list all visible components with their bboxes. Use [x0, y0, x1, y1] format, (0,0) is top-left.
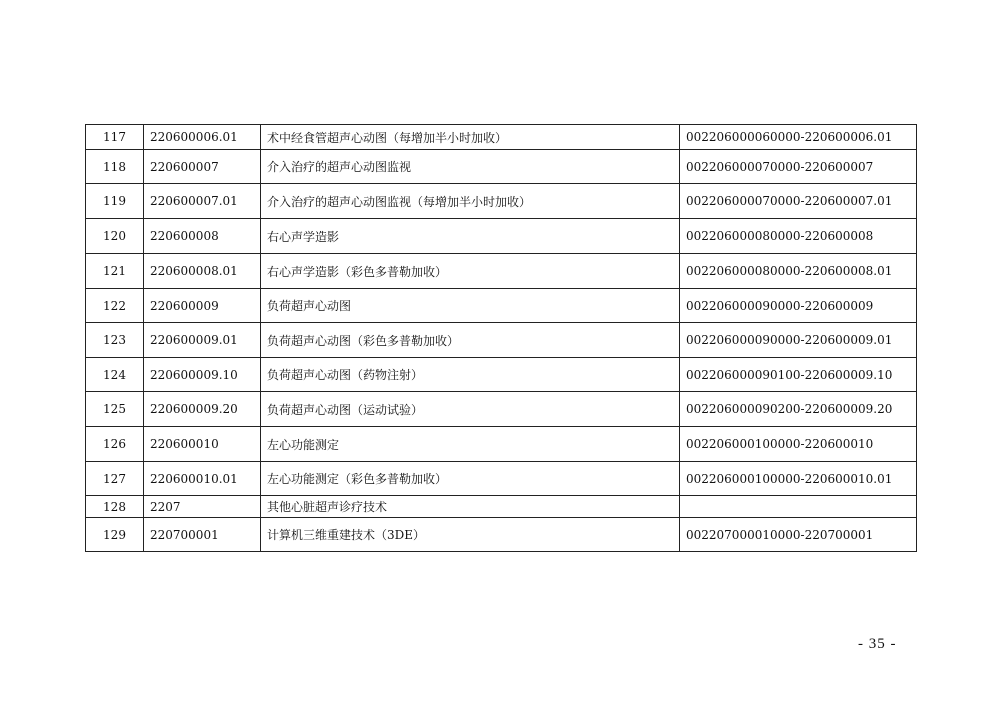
table-row: [86, 125, 917, 150]
row-number-cell: 127: [86, 462, 144, 496]
row-number-cell: 121: [86, 254, 144, 289]
item-code-cell: 220600008: [144, 219, 261, 254]
item-code-cell: 220600009.20: [144, 392, 261, 427]
table-row: [86, 184, 917, 219]
item-name-cell: 其他心脏超声诊疗技术: [261, 496, 680, 518]
item-code-cell: 220600010: [144, 427, 261, 462]
table-row: [86, 358, 917, 392]
row-number-cell: 123: [86, 323, 144, 358]
item-code-cell: 220600006.01: [144, 125, 261, 150]
mapping-code-cell: 002206000090100-220600009.10: [680, 358, 917, 392]
page-number: - 35 -: [858, 636, 897, 652]
item-name-cell: 左心功能测定（彩色多普勒加收）: [261, 462, 680, 496]
row-number-cell: 117: [86, 125, 144, 150]
table-row: [86, 518, 917, 552]
table-row: [86, 462, 917, 496]
item-code-cell: 220600009.01: [144, 323, 261, 358]
mapping-code-cell: 002206000090000-220600009: [680, 289, 917, 323]
procedure-code-table: [85, 124, 917, 552]
table-row: [86, 496, 917, 518]
row-number-cell: 120: [86, 219, 144, 254]
table-row: [86, 219, 917, 254]
mapping-code-cell: 002206000080000-220600008.01: [680, 254, 917, 289]
item-code-cell: 220600009.10: [144, 358, 261, 392]
table-row: [86, 150, 917, 184]
row-number-cell: 124: [86, 358, 144, 392]
item-code-cell: 2207: [144, 496, 261, 518]
row-number-cell: 119: [86, 184, 144, 219]
item-name-cell: 负荷超声心动图（运动试验）: [261, 392, 680, 427]
item-name-cell: 左心功能测定: [261, 427, 680, 462]
mapping-code-cell: 002206000100000-220600010.01: [680, 462, 917, 496]
item-code-cell: 220600008.01: [144, 254, 261, 289]
item-code-cell: 220700001: [144, 518, 261, 552]
item-name-cell: 负荷超声心动图（彩色多普勒加收）: [261, 323, 680, 358]
item-code-cell: 220600007.01: [144, 184, 261, 219]
table-row: [86, 289, 917, 323]
item-name-cell: 计算机三维重建技术（3DE）: [261, 518, 680, 552]
item-code-cell: 220600007: [144, 150, 261, 184]
table-row: [86, 323, 917, 358]
item-name-cell: 负荷超声心动图: [261, 289, 680, 323]
mapping-code-cell: 002206000070000-220600007.01: [680, 184, 917, 219]
table-row: [86, 427, 917, 462]
mapping-code-cell: 002206000080000-220600008: [680, 219, 917, 254]
mapping-code-cell: [680, 496, 917, 518]
table-body: [86, 125, 917, 552]
item-name-cell: 介入治疗的超声心动图监视: [261, 150, 680, 184]
mapping-code-cell: 002206000070000-220600007: [680, 150, 917, 184]
item-name-cell: 右心声学造影（彩色多普勒加收）: [261, 254, 680, 289]
item-code-cell: 220600010.01: [144, 462, 261, 496]
row-number-cell: 125: [86, 392, 144, 427]
row-number-cell: 126: [86, 427, 144, 462]
table-row: [86, 254, 917, 289]
item-name-cell: 负荷超声心动图（药物注射）: [261, 358, 680, 392]
item-name-cell: 介入治疗的超声心动图监视（每增加半小时加收）: [261, 184, 680, 219]
row-number-cell: 122: [86, 289, 144, 323]
mapping-code-cell: 002206000100000-220600010: [680, 427, 917, 462]
mapping-code-cell: 002206000090200-220600009.20: [680, 392, 917, 427]
mapping-code-cell: 002206000090000-220600009.01: [680, 323, 917, 358]
item-name-cell: 右心声学造影: [261, 219, 680, 254]
table-row: [86, 392, 917, 427]
item-name-cell: 术中经食管超声心动图（每增加半小时加收）: [261, 125, 680, 150]
row-number-cell: 118: [86, 150, 144, 184]
row-number-cell: 128: [86, 496, 144, 518]
item-code-cell: 220600009: [144, 289, 261, 323]
row-number-cell: 129: [86, 518, 144, 552]
mapping-code-cell: 002207000010000-220700001: [680, 518, 917, 552]
mapping-code-cell: 002206000060000-220600006.01: [680, 125, 917, 150]
